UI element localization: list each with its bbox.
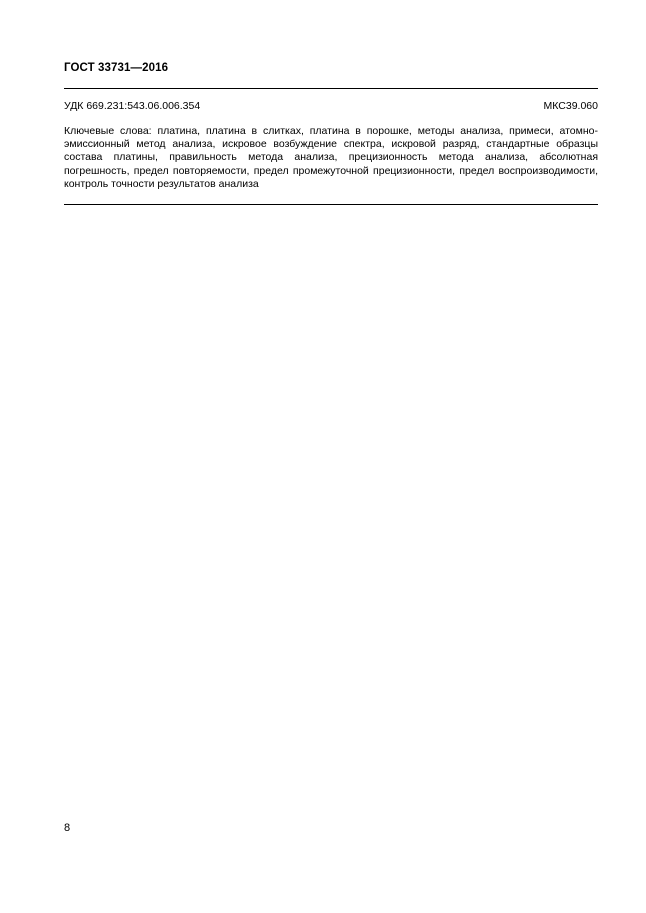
top-divider <box>64 88 598 89</box>
document-standard-id: ГОСТ 33731—2016 <box>64 62 169 74</box>
bottom-divider <box>64 204 598 205</box>
keywords-text: платина, платина в слитках, платина в порошке, методы анализа, примеси, атомно-эмиссионный метод анализа, искровое возбуждение спектра, искровой разряд, стандартные образцы состава платины, правильность метода анализа, прецизионность метода анализа, абсолютная погрешность, предел повторяемости, предел промежуточной прецизионности, предел воспроизводимости, контроль точности результатов анализа <box>64 125 598 190</box>
keywords-label: Ключевые слова: <box>64 125 152 137</box>
classification-row <box>64 100 598 112</box>
mks-code: МКС39.060 <box>543 100 598 112</box>
udk-code: УДК 669.231:543.06.006.354 <box>64 100 201 112</box>
page-number: 8 <box>64 822 71 834</box>
keywords-paragraph <box>64 125 598 191</box>
